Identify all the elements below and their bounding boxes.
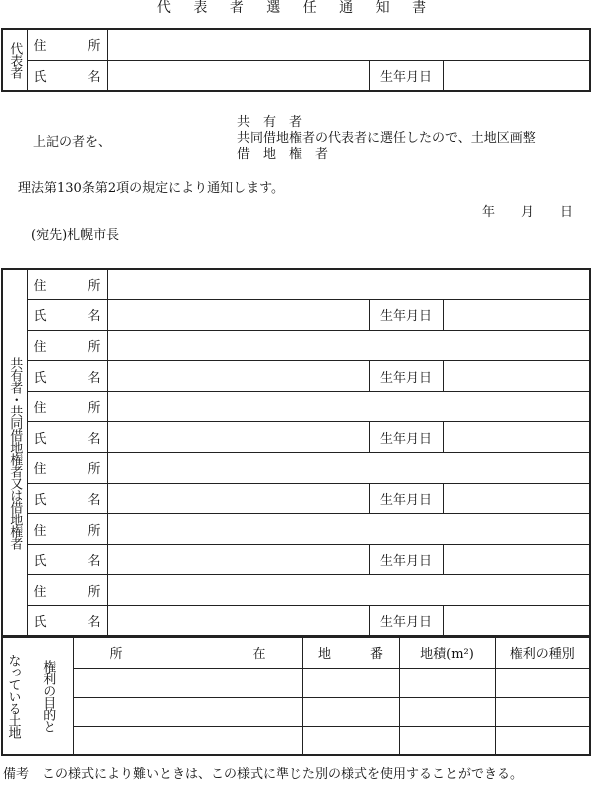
holder-birthdate-field[interactable] [443,361,590,392]
land-right-field[interactable] [495,668,590,697]
holder-address-field[interactable] [107,514,590,545]
land-table [1,636,591,756]
holder-address-field[interactable] [107,330,590,361]
land-side-label-2: 権利の目的と [23,637,73,755]
name-label: 氏 名 [27,483,107,514]
land-area-field[interactable] [399,668,495,697]
address-label: 住 所 [27,29,107,60]
land-area-field[interactable] [399,726,495,755]
land-lot-field[interactable] [302,697,399,726]
holder-name-field[interactable] [107,300,369,331]
holder-name-field[interactable] [107,606,369,637]
footer-note: 備考 この様式により難いときは、この様式に準じた別の様式を使用することができる。 [3,767,524,782]
birth-label: 生年月日 [369,361,443,392]
notice-date: 年 月 日 [482,205,574,220]
representative-name-field[interactable] [107,60,369,91]
holders-table [1,268,591,637]
representative-birthdate-field[interactable] [443,60,590,91]
birth-label: 生年月日 [369,422,443,453]
header-area: 地積(m²) [399,637,495,668]
holder-name-field[interactable] [107,544,369,575]
notice-parties: 共 有 者 共同借地権者の代表者に選任したので、土地区画整 借 地 権 者 [237,115,536,162]
holder-birthdate-field[interactable] [443,300,590,331]
notice-line2: 理法第130条第2項の規定により通知します。 [18,181,285,196]
land-location-field[interactable] [73,668,302,697]
land-lot-field[interactable] [302,668,399,697]
holder-birthdate-field[interactable] [443,606,590,637]
holder-address-field[interactable] [107,453,590,484]
holders-side-label: 共有者・共同借地権者又は借地権者 [2,269,27,636]
holder-name-field[interactable] [107,483,369,514]
holder-birthdate-field[interactable] [443,483,590,514]
holder-birthdate-field[interactable] [443,544,590,575]
birth-label: 生年月日 [369,544,443,575]
land-area-field[interactable] [399,697,495,726]
holder-address-field[interactable] [107,269,590,300]
name-label: 氏 名 [27,60,107,91]
name-label: 氏 名 [27,606,107,637]
land-location-field[interactable] [73,726,302,755]
birth-label: 生年月日 [369,60,443,91]
holder-birthdate-field[interactable] [443,422,590,453]
holder-address-field[interactable] [107,391,590,422]
name-label: 氏 名 [27,361,107,392]
representative-table [1,28,591,92]
representative-address-field[interactable] [107,29,590,60]
land-right-field[interactable] [495,697,590,726]
land-lot-field[interactable] [302,726,399,755]
birth-label: 生年月日 [369,606,443,637]
address-label: 住 所 [27,514,107,545]
name-label: 氏 名 [27,544,107,575]
address-label: 住 所 [27,391,107,422]
land-side-label-1: なっている土地 [2,637,23,755]
address-label: 住 所 [27,453,107,484]
land-location-field[interactable] [73,697,302,726]
holder-name-field[interactable] [107,361,369,392]
birth-label: 生年月日 [369,483,443,514]
address-label: 住 所 [27,575,107,606]
name-label: 氏 名 [27,300,107,331]
representative-side-label: 代表者 [2,29,27,91]
document-title: 代 表 者 選 任 通 知 書 [156,0,436,16]
address-label: 住 所 [27,269,107,300]
address-label: 住 所 [27,330,107,361]
header-right-type: 権利の種別 [495,637,590,668]
holder-name-field[interactable] [107,422,369,453]
birth-label: 生年月日 [369,300,443,331]
notice-prefix: 上記の者を、 [33,135,112,150]
land-right-field[interactable] [495,726,590,755]
holder-address-field[interactable] [107,575,590,606]
name-label: 氏 名 [27,422,107,453]
header-location: 所 在 [73,637,302,668]
header-lot-number: 地 番 [302,637,399,668]
notice-addressee: (宛先)札幌市長 [31,228,120,243]
